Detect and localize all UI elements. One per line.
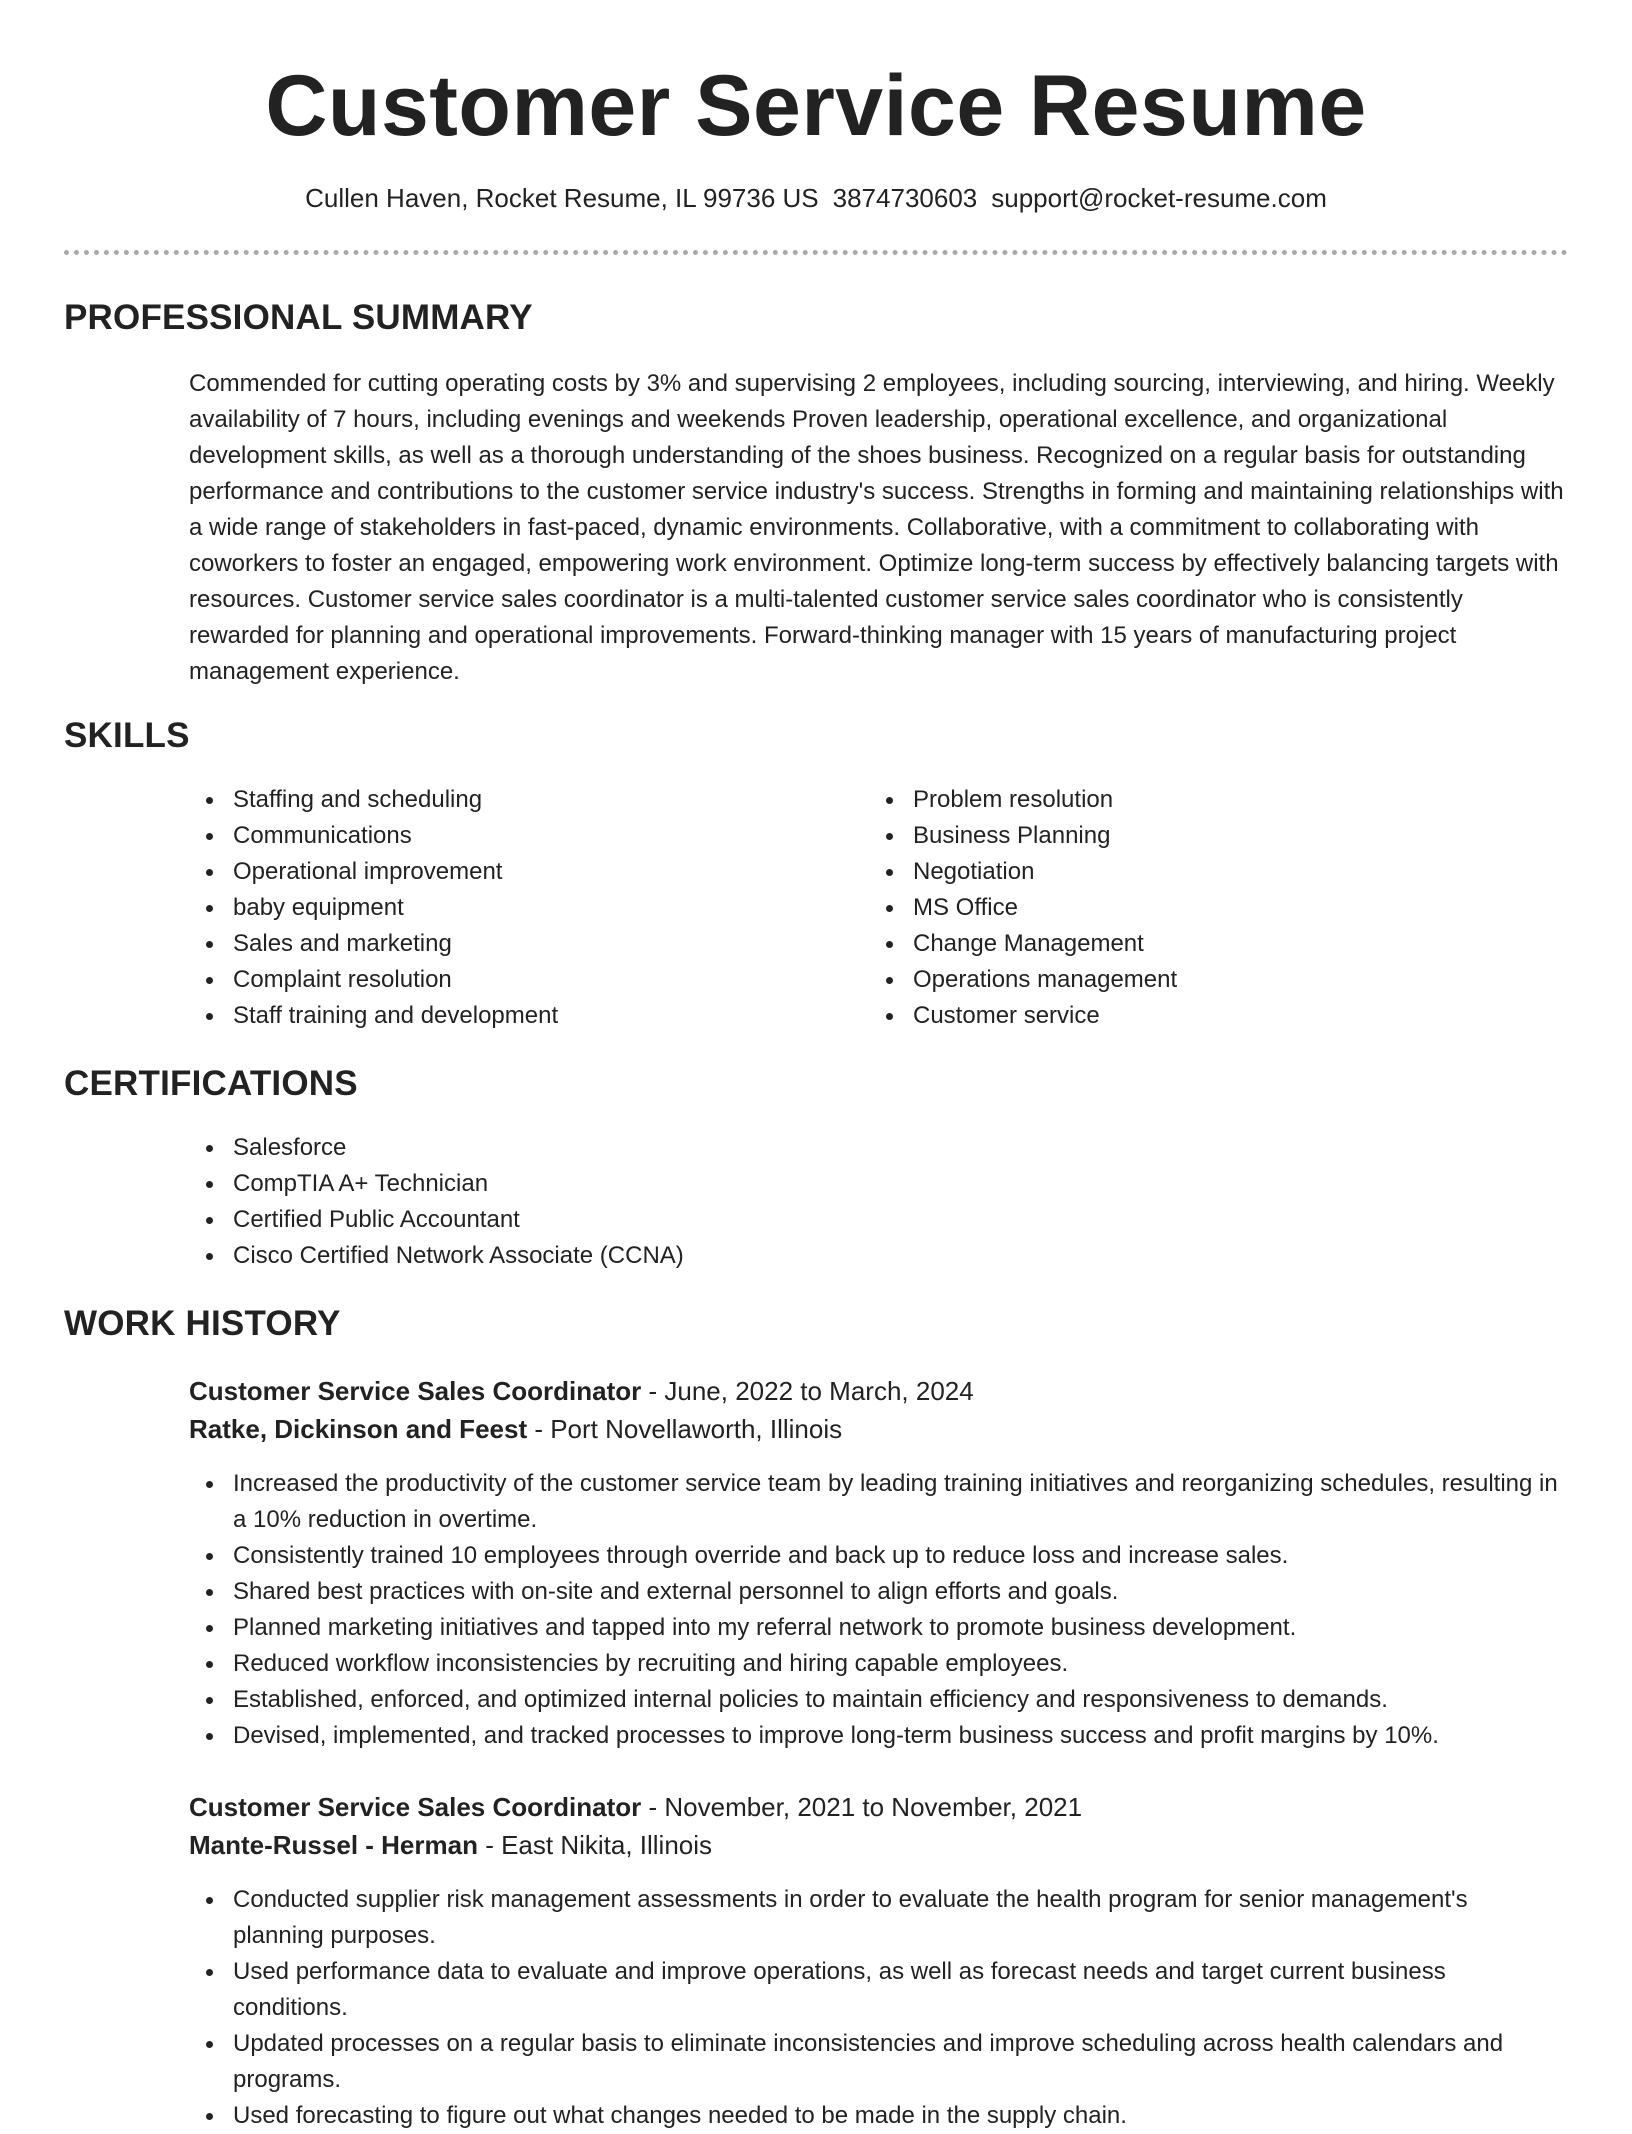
job-location: - East Nikita, Illinois — [477, 1830, 713, 1860]
skill-item: MS Office — [869, 890, 1509, 926]
skill-item: Business Planning — [869, 818, 1509, 854]
job-bullets — [189, 1466, 1559, 1754]
skill-item: Complaint resolution — [189, 962, 829, 998]
work-history-heading: WORK HISTORY — [64, 1304, 341, 1343]
job-title-line — [189, 1788, 1082, 1826]
contact-address: Cullen Haven, Rocket Resume, IL 99736 US — [305, 183, 819, 213]
certifications-heading: CERTIFICATIONS — [64, 1064, 358, 1103]
summary-text: Commended for cutting operating costs by 3% and supervising 2 employees, including sourcing, interviewing, and hiring. Weekly availability of 7 hours, including evenings and weekends Proven leadership, operational excellence, and organizational development skills, as well as a thorough understanding of the shoes business. Recognized on a regular basis for outstanding performance and contributions to the customer service industry's success. Strengths in forming and maintaining relationships with a wide range of stakeholders in fast-paced, dynamic environments. Collaborative, with a commitment to collaborating with coworkers to foster an engaged, empowering work environment. Optimize long-term success by effectively balancing targets with resources. Customer service sales coordinator is a multi-talented customer service sales coordinator who is consistently rewarded for planning and operational improvements. Forward-thinking manager with 15 years of manufacturing project management experience. — [189, 370, 1564, 685]
job-title: Customer Service Sales Coordinator — [189, 1792, 642, 1822]
skill-item: Change Management — [869, 926, 1509, 962]
skills-list-right — [869, 782, 1509, 1034]
skills-list-left — [189, 782, 829, 1034]
resume-title: Customer Service Resume — [265, 58, 1367, 154]
job-company: Mante-Russel - Herman — [189, 1830, 478, 1860]
summary-heading: PROFESSIONAL SUMMARY — [64, 298, 533, 337]
certification-item: Certified Public Accountant — [189, 1202, 1189, 1238]
certification-item: CompTIA A+ Technician — [189, 1166, 1189, 1202]
job-bullet: Shared best practices with on-site and external personnel to align efforts and goals. — [189, 1574, 1559, 1610]
contact-email[interactable]: support@rocket-resume.com — [991, 183, 1327, 213]
skill-item: Staff training and development — [189, 998, 829, 1034]
skill-item: Sales and marketing — [189, 926, 829, 962]
contact-line — [0, 180, 1632, 216]
job-bullet: Used forecasting to figure out what changes needed to be made in the supply chain. — [189, 2098, 1559, 2134]
job-dates: - June, 2022 to March, 2024 — [641, 1376, 974, 1406]
job-bullets — [189, 1882, 1559, 2134]
certification-item: Salesforce — [189, 1130, 1189, 1166]
contact-phone: 3874730603 — [832, 183, 978, 213]
job-bullet: Reduced workflow inconsistencies by recruiting and hiring capable employees. — [189, 1646, 1559, 1682]
job-company-line — [189, 1826, 712, 1864]
job-bullet: Devised, implemented, and tracked processes to improve long-term business success and profit margins by 10%. — [189, 1718, 1559, 1754]
job-bullet: Established, enforced, and optimized internal policies to maintain efficiency and responsiveness to demands. — [189, 1682, 1559, 1718]
job-bullet: Increased the productivity of the customer service team by leading training initiatives and reorganizing schedules, resulting in a 10% reduction in overtime. — [189, 1466, 1559, 1538]
job-dates: - November, 2021 to November, 2021 — [641, 1792, 1083, 1822]
skill-item: Staffing and scheduling — [189, 782, 829, 818]
job-title: Customer Service Sales Coordinator — [189, 1376, 642, 1406]
header-divider — [64, 250, 1568, 255]
job-company-line — [189, 1410, 842, 1448]
certifications-list — [189, 1130, 1189, 1274]
certification-item: Cisco Certified Network Associate (CCNA) — [189, 1238, 1189, 1274]
job-title-line — [189, 1372, 974, 1410]
job-bullet: Used performance data to evaluate and improve operations, as well as forecast needs and target current business conditions. — [189, 1954, 1559, 2026]
skill-item: Problem resolution — [869, 782, 1509, 818]
job-company: Ratke, Dickinson and Feest — [189, 1414, 528, 1444]
skill-item: Customer service — [869, 998, 1509, 1034]
skill-item: Operational improvement — [189, 854, 829, 890]
job-bullet: Consistently trained 10 employees through override and back up to reduce loss and increase sales. — [189, 1538, 1559, 1574]
skills-heading: SKILLS — [64, 716, 190, 755]
job-location: - Port Novellaworth, Illinois — [527, 1414, 843, 1444]
skill-item: Operations management — [869, 962, 1509, 998]
skill-item: baby equipment — [189, 890, 829, 926]
skill-item: Communications — [189, 818, 829, 854]
job-bullet: Conducted supplier risk management assessments in order to evaluate the health program for senior management's planning purposes. — [189, 1882, 1559, 1954]
job-bullet: Updated processes on a regular basis to eliminate inconsistencies and improve scheduling across health calendars and programs. — [189, 2026, 1559, 2098]
skill-item: Negotiation — [869, 854, 1509, 890]
job-bullet: Planned marketing initiatives and tapped into my referral network to promote business development. — [189, 1610, 1559, 1646]
